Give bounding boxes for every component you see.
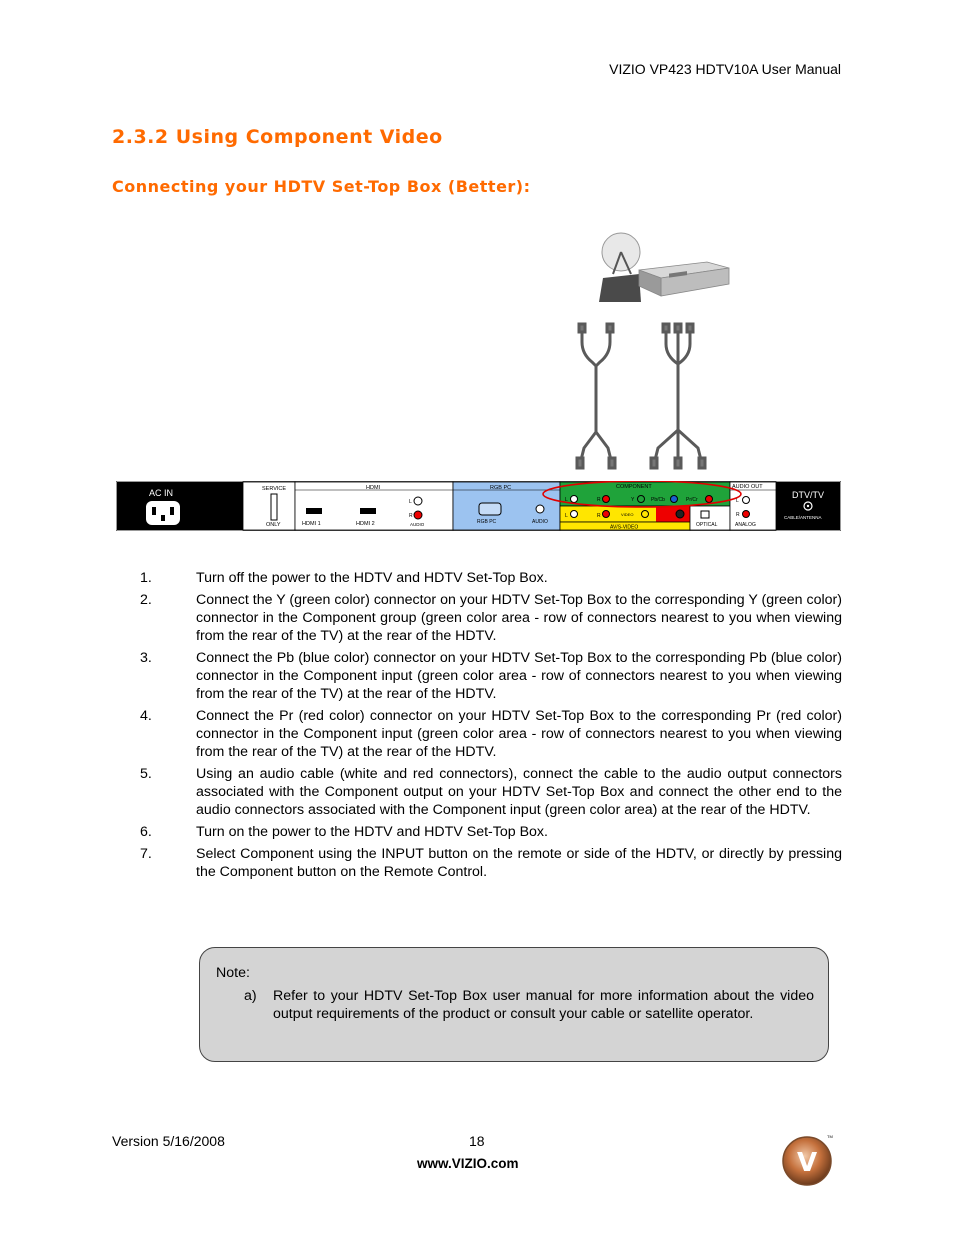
step-item: [140, 707, 842, 761]
av-video-jack-icon: [642, 511, 649, 518]
hdmi-audio-l-label: L: [409, 499, 412, 505]
analog-label: ANALOG: [735, 522, 756, 528]
step-number: 6.: [140, 824, 152, 840]
dtv-tv-label: DTV/TV: [792, 490, 825, 500]
step-text: Turn on the power to the HDTV and HDTV Set-Top Box.: [196, 824, 548, 840]
audio-out-r-label: R: [736, 512, 740, 518]
audio-cable-icon: [577, 324, 615, 468]
optical-label: OPTICAL: [696, 522, 718, 528]
component-l-label: L: [565, 497, 568, 503]
av-svideo-label: AV/S-VIDEO: [610, 524, 639, 531]
svideo-port-icon: [676, 510, 684, 518]
step-item: [140, 823, 842, 841]
cables-illustration: [570, 322, 720, 474]
audio-out-r-jack-icon: [743, 511, 750, 518]
power-socket-icon: [146, 501, 180, 525]
component-r-jack-icon: [603, 496, 610, 503]
step-text: Connect the Pr (red color) connector on your HDTV Set-Top Box to the corresponding Pr (red color) connector in the Component input (green color area - row of connectors nearest to you when viewing from the rear of the TV) at the rear of the HDTV.: [196, 708, 842, 760]
footer-version: Version 5/16/2008: [112, 1133, 225, 1149]
step-item: [140, 569, 842, 587]
service-only-label: ONLY: [266, 522, 281, 528]
component-pr-jack-icon: [706, 496, 713, 503]
step-number: 4.: [140, 708, 152, 724]
trademark-mark: TM: [827, 1134, 833, 1139]
hdmi-audio-r-jack-icon: [414, 511, 422, 519]
rear-panel-svg: [116, 481, 841, 531]
set-top-box-icon: [639, 262, 729, 296]
hdmi-audio-label: AUDIO: [410, 522, 425, 527]
note-item: [244, 987, 814, 1023]
service-label: SERVICE: [262, 486, 287, 492]
component-l-jack-icon: [571, 496, 578, 503]
hdmi-audio-l-jack-icon: [414, 497, 422, 505]
av-r-label: R: [597, 513, 601, 519]
component-y-label: Y: [631, 497, 635, 503]
cable-antenna-label: CABLE/ANTENNA: [784, 515, 822, 520]
ac-in-label: AC IN: [149, 488, 174, 498]
note-box: [199, 947, 829, 1062]
audio-out-l-label: L: [736, 498, 739, 504]
step-item: [140, 591, 842, 645]
step-text: Connect the Y (green color) connector on your HDTV Set-Top Box to the corresponding Y (green color) connector in the Component group (green color area - row of connectors nearest to you when viewing from the rear of the TV) at the rear of the HDTV.: [196, 592, 842, 644]
pc-audio-jack-icon: [536, 505, 544, 513]
step-item: [140, 765, 842, 819]
step-number: 3.: [140, 650, 152, 666]
vga-port-icon: [479, 503, 501, 515]
component-pb-label: Pb/Cb: [651, 497, 665, 503]
step-text: Turn off the power to the HDTV and HDTV Set-Top Box.: [196, 570, 548, 586]
component-r-label: R: [597, 497, 601, 503]
optical-port-icon: [701, 511, 709, 518]
hdmi2-label: HDMI 2: [356, 521, 375, 527]
rgb-pc-port-label: RGB PC: [477, 519, 497, 525]
component-pb-jack-icon: [671, 496, 678, 503]
step-number: 7.: [140, 846, 152, 862]
av-l-jack-icon: [571, 511, 578, 518]
note-title: Note:: [216, 965, 250, 981]
audio-out-l-jack-icon: [743, 497, 750, 504]
hdmi1-label: HDMI 1: [302, 521, 321, 527]
vizio-logo-letter: V: [796, 1148, 818, 1178]
audio-out-label: AUDIO OUT: [732, 484, 763, 490]
step-text: Using an audio cable (white and red connectors), connect the cable to the audio output connectors associated with the Component output on your HDTV Set-Top Box and connect the other end to the audio connectors associated with the Component input (green color area) at the rear of the HDTV.: [196, 766, 842, 818]
note-item-text: Refer to your HDTV Set-Top Box user manual for more information about the video output requirements of the product or consult your cable or satellite operator.: [273, 988, 814, 1022]
hdmi1-port-icon: [306, 508, 322, 514]
hdmi-audio-r-label: R: [409, 513, 413, 519]
section-heading: 2.3.2 Using Component Video: [112, 126, 443, 148]
step-number: 5.: [140, 766, 152, 782]
vizio-logo: [781, 1131, 837, 1187]
hdmi-label: HDMI: [366, 485, 381, 491]
step-number: 1.: [140, 570, 152, 586]
step-item: [140, 649, 842, 703]
note-item-label: a): [244, 988, 257, 1004]
pc-audio-label: AUDIO: [532, 519, 548, 525]
component-cable-icon: [651, 324, 705, 468]
service-port-icon: [271, 494, 277, 520]
footer-website[interactable]: www.VIZIO.com: [417, 1156, 519, 1171]
av-l-label: L: [565, 513, 568, 519]
section-subheading: Connecting your HDTV Set-Top Box (Better):: [112, 177, 531, 196]
hdmi2-port-icon: [360, 508, 376, 514]
set-top-box-illustration: [595, 228, 735, 306]
av-video-label: VIDEO: [621, 512, 634, 517]
step-text: Connect the Pb (blue color) connector on your HDTV Set-Top Box to the corresponding Pb (blue color) connector in the Component input (green color area - row of connectors nearest to you when viewing from the rear of the TV) at the rear of the HDTV.: [196, 650, 842, 702]
step-number: 2.: [140, 592, 152, 608]
step-text: Select Component using the INPUT button on the remote or side of the HDTV, or directly by pressing the Component button on the Remote Control.: [196, 846, 842, 880]
component-label: COMPONENT: [616, 484, 652, 490]
av-r-jack-icon: [603, 511, 610, 518]
footer-page-number: 18: [469, 1133, 485, 1149]
step-item: [140, 845, 842, 881]
document-header: VIZIO VP423 HDTV10A User Manual: [609, 61, 841, 77]
rgb-pc-label: RGB PC: [490, 485, 512, 491]
instruction-steps: [140, 569, 842, 885]
rear-panel-diagram: [116, 481, 841, 531]
component-y-jack-icon: [638, 496, 645, 503]
component-pr-label: Pr/Cr: [686, 497, 698, 503]
